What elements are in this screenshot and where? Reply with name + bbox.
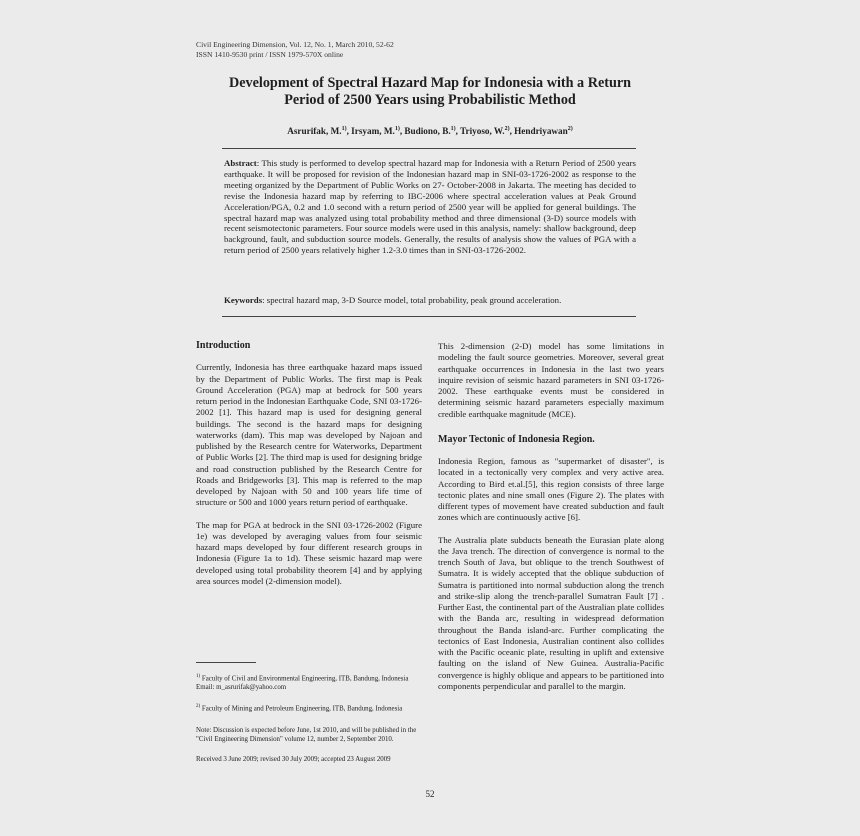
journal-issn: ISSN 1410-9530 print / ISSN 1979-570X online	[196, 50, 344, 59]
paper-title	[150, 75, 710, 109]
keywords-label: Keywords	[224, 295, 263, 305]
journal-citation: Civil Engineering Dimension, Vol. 12, No. 1, March 2010, 52-62	[196, 40, 394, 49]
keywords	[224, 295, 636, 306]
footnote-rule	[196, 662, 256, 663]
author-name: Hendriyawan	[514, 126, 568, 137]
keywords-text: : spectral hazard map, 3-D Source model, total probability, peak ground acceleration.	[262, 295, 562, 305]
author-affiliation: 2)	[504, 126, 510, 132]
footnote-marker: 1)	[196, 674, 201, 679]
paragraph: Currently, Indonesia has three earthquake hazard maps issued by the Department of Public Works. The first map is Peak Ground Acceleration (PGA) map at bedrock for 500 years return period in the Indonesian Earthquake Code, SNI 03-1726-2002 [1]. This hazard map is used for designing general buildings. The second is the hazard maps for designing waterworks (dam). This map was developed by Najoan and published by the Research centre for Waterworks, Department of Public Works [2]. The third map is used for designing bridge and road construction published by the Research Centre for Roads and Bridgeworks [3]. This map is referred to the map developed by Najoan with 50 and 100 years life time of structure or 500 and 1000 years return period of earthquake.	[196, 362, 422, 508]
abstract	[224, 158, 636, 256]
abstract-text: : This study is performed to develop spectral hazard map for Indonesia with a Return Period of 2500 years earthquake. It will be proposed for revision of the Indonesian hazard map in SNI-03-1726-2002 as response to the meeting organized by the Department of Public Works on 27- October-2008 in Jakarta. The meeting has decided to revise the Indonesia hazard map by referring to IBC-2006 where spectral acceleration values at Peak Ground Acceleration/PGA, 0.2 and 1.0 second with a return period of 2500 year will be applied for general buildings. The spectral hazard map was analyzed using total probability method and three dimensional (3-D) source models with recent seismotectonic parameters. Four source models were used in this analysis, namely: shallow background, deep background, fault, and subduction source models. Generally, the results of analysis show the values of PGA with a return period of 2500 years relatively higher 1.2-3.0 times than in SNI-03-1726-2002.	[224, 158, 636, 256]
footnote-received: Received 3 June 2009; revised 30 July 2009; accepted 23 August 2009	[196, 756, 391, 763]
author-name: Triyoso, W.	[460, 126, 505, 137]
left-column	[196, 340, 422, 587]
journal-header	[196, 40, 394, 60]
right-column	[438, 341, 664, 692]
author-affiliation: 1)	[341, 126, 347, 132]
section-heading-introduction: Introduction	[196, 340, 251, 351]
footnote-affiliation-1	[196, 673, 422, 692]
footnote-affiliation-2	[196, 703, 422, 714]
paragraph: Indonesia Region, famous as "supermarket of disaster", is located in a tectonically very complex and very active area. According to Bird et.al.[5], this region consists of three large tectonic plates and nine small ones (Figure 2). The plates with different types of movement have created subduction and fault zones which are continuously active [6].	[438, 456, 664, 523]
title-line-2: Period of 2500 Years using Probabilistic Method	[284, 92, 576, 108]
title-line-1: Development of Spectral Hazard Map for Indonesia with a Return	[228, 75, 632, 91]
section-heading-tectonic: Mayor Tectonic of Indonesia Region.	[438, 433, 595, 445]
footnote-email: Email: m_asrurifak@yahoo.com	[196, 683, 287, 691]
author-name: Irsyam, M.	[351, 126, 395, 137]
abstract-bottom-rule	[222, 316, 636, 317]
author-name: Asrurifak, M.	[287, 126, 342, 137]
page-number: 52	[425, 789, 435, 799]
paragraph: The Australia plate subducts beneath the Eurasian plate along the Java trench. The direction of convergence is normal to the trench South of Java, but oblique to the trench Southwest of Sumatra. It is widely accepted that the oblique subduction of Sumatra is partitioned into normal subduction along the trench and strike-slip along the trench-parallel Sumatran Fault [7] . Further East, the continental part of the Australian plate collides with the Banda arc, resulting in widespread deformation throughout the Banda island-arc. Further complicating the tectonics of East Indonesia, Australian continent also collides with the Pacific oceanic plate, resulting in uplift and extensive faulting on the island of New Guinea. Australia-Pacific convergence is highly oblique and appears to be partitioned into components perpendicular and parallel to the margin.	[438, 534, 664, 691]
paragraph: This 2-dimension (2-D) model has some limitations in modeling the fault source geometries. Moreover, several great earthquake occurrences in Indonesia in the last two years inquire revision of seismic hazard parameters in SNI 03-1726-2002. These earthquake events must be considered in determining seismic hazard parameters especially maximum credible earthquake magnitude (MCE).	[438, 341, 664, 419]
footnote-note: Note: Discussion is expected before June, 1st 2010, and will be published in the "Civil Engineering Dimension" volume 12, number 2, September 2010.	[196, 727, 417, 743]
abstract-top-rule	[222, 148, 636, 149]
author-list: Asrurifak, M.$^{1)}$, Irsyam, M.$^{1)}$, Budiono, B.$^{1)}$, Triyoso, W.$^{2)}$, Hendriyawan$^{2)}$	[287, 126, 573, 137]
author-affiliation: 2)	[567, 126, 573, 132]
author-affiliation: 1)	[450, 126, 456, 132]
paragraph: The map for PGA at bedrock in the SNI 03-1726-2002 (Figure 1e) was developed by averaging values from four seismic hazard maps developed by four different research groups in Indonesia (Figure 1a to 1d). These seismic hazard map were developed using total probability theorem [4] and by applying area sources model (2-dimension model).	[196, 519, 422, 586]
footnote-text: Faculty of Civil and Environmental Engineering, ITB, Bandung, Indonesia	[200, 675, 409, 683]
footnote-text: Faculty of Mining and Petroleum Engineering, ITB, Bandung, Indonesia	[200, 705, 403, 713]
abstract-label: Abstract	[224, 158, 257, 168]
footnote-marker: 2)	[196, 704, 201, 709]
author-name: Budiono, B.	[404, 126, 451, 137]
author-affiliation: 1)	[394, 126, 400, 132]
